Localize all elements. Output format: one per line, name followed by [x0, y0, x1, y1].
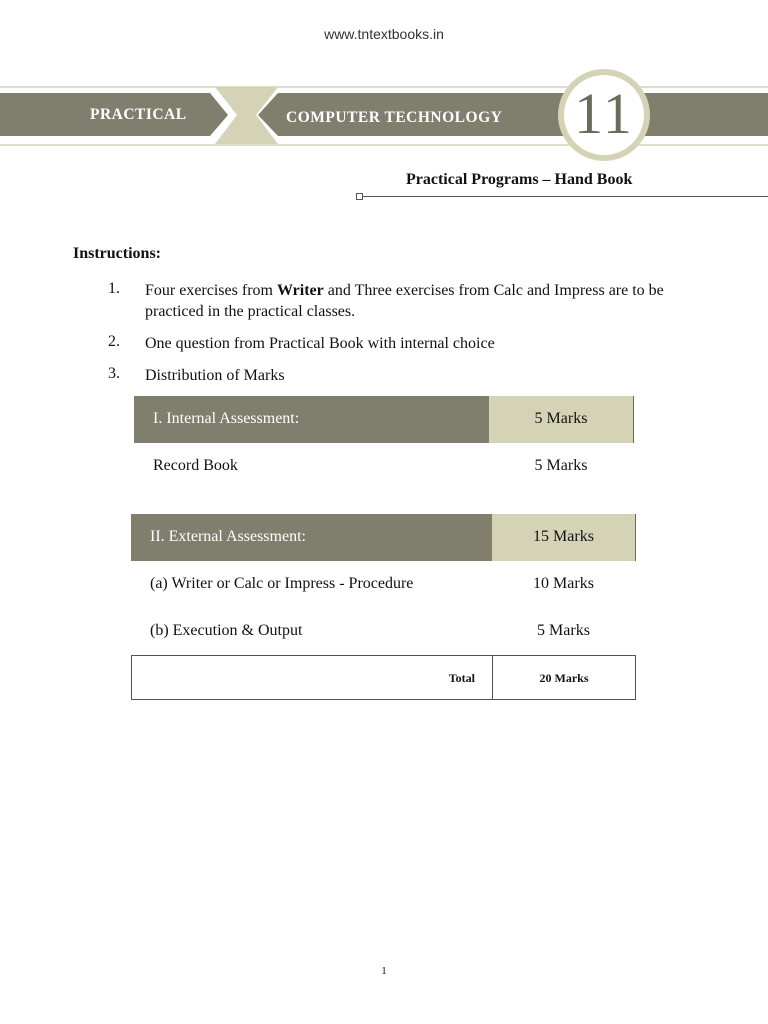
- list-text-part: Four exercises from: [145, 282, 277, 299]
- table-row: [131, 608, 636, 655]
- external-assessment-label: II. External Assessment:: [150, 528, 306, 545]
- instructions-heading: Instructions:: [73, 245, 162, 262]
- list-text: [145, 280, 700, 322]
- table-row: [131, 561, 636, 608]
- list-number: 1.: [108, 280, 120, 297]
- chapter-number: 11: [574, 81, 634, 146]
- total-row: [131, 655, 636, 700]
- internal-assessment-label: I. Internal Assessment:: [153, 410, 300, 427]
- list-text: Distribution of Marks: [145, 367, 285, 384]
- record-book-label: Record Book: [153, 457, 238, 474]
- internal-assessment-marks: 5 Marks: [534, 410, 588, 427]
- external-assessment-header: [131, 514, 636, 561]
- title-rule: [361, 196, 768, 197]
- procedure-marks: 10 Marks: [533, 575, 594, 592]
- banner-left-label: PRACTICAL: [90, 106, 187, 123]
- procedure-label: (a) Writer or Calc or Impress - Procedure: [150, 575, 414, 592]
- page-title: Practical Programs – Hand Book: [406, 171, 633, 188]
- site-url: www.tntextbooks.in: [324, 26, 444, 42]
- execution-marks: 5 Marks: [537, 622, 590, 639]
- chapter-banner: [0, 68, 768, 164]
- list-text: One question from Practical Book with internal choice: [145, 335, 495, 352]
- internal-assessment-header: [134, 396, 633, 443]
- table-row: [134, 443, 633, 490]
- list-number: 3.: [108, 365, 120, 382]
- list-number: 2.: [108, 333, 120, 350]
- execution-label: (b) Execution & Output: [150, 622, 303, 639]
- list-text-part: and Three exercises from Calc and Impress are to be practiced in the practical classes.: [145, 282, 664, 320]
- banner-right-label: COMPUTER TECHNOLOGY: [286, 109, 503, 126]
- page-number: 1: [381, 965, 387, 977]
- internal-assessment-marks-cell: [489, 396, 634, 443]
- record-book-marks: 5 Marks: [534, 457, 588, 474]
- writer-bold: Writer: [276, 282, 324, 299]
- title-rule-marker: [356, 193, 363, 200]
- total-label: Total: [448, 671, 475, 685]
- external-assessment-marks-cell: [492, 514, 636, 561]
- total-marks: 20 Marks: [539, 671, 589, 685]
- external-assessment-marks: 15 Marks: [533, 528, 594, 545]
